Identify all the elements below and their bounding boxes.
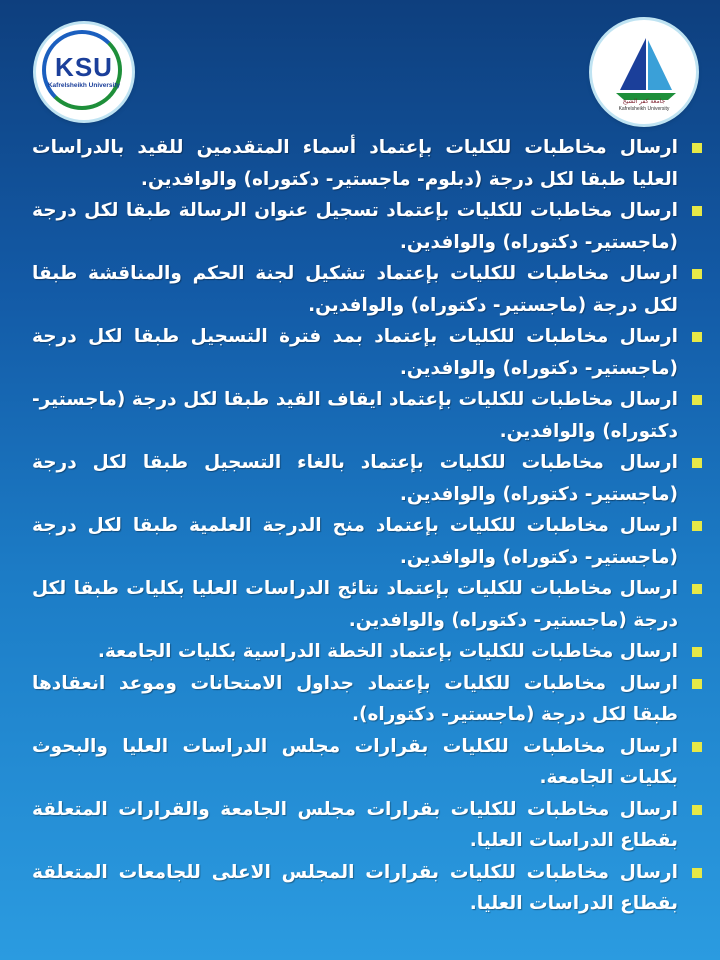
square-bullet-icon — [692, 805, 702, 815]
ksu-logo-subtitle: Kafrelsheikh University — [47, 82, 121, 89]
square-bullet-icon — [692, 521, 702, 531]
ksu-logo-text: KSU — [55, 52, 113, 82]
list-item — [32, 447, 704, 510]
responsibilities-list — [32, 132, 704, 920]
list-item — [32, 636, 704, 668]
university-name-arabic: جامعة كفر الشيخ — [622, 98, 666, 105]
square-bullet-icon — [692, 742, 702, 752]
list-item — [32, 258, 704, 321]
list-item-text: ارسال مخاطبات للكليات بإعتماد الخطة الدراسية بكليات الجامعة. — [97, 641, 678, 662]
square-bullet-icon — [692, 143, 702, 153]
list-item — [32, 794, 704, 857]
list-item — [32, 384, 704, 447]
list-item — [32, 321, 704, 384]
list-item — [32, 195, 704, 258]
square-bullet-icon — [692, 395, 702, 405]
list-item-text: ارسال مخاطبات للكليات بإعتماد تسجيل عنوان الرسالة طبقا لكل درجة (ماجستير- دكتوراه) والوافدين. — [32, 200, 678, 253]
list-item-text: ارسال مخاطبات للكليات بإعتماد بمد فترة التسجيل طبقا لكل درجة (ماجستير- دكتوراه) والوافدين. — [32, 326, 678, 379]
list-item — [32, 731, 704, 794]
square-bullet-icon — [692, 584, 702, 594]
square-bullet-icon — [692, 458, 702, 468]
list-item — [32, 510, 704, 573]
list-item-text: ارسال مخاطبات للكليات بقرارات مجلس الجامعة والقرارات المتعلقة بقطاع الدراسات العليا. — [32, 798, 678, 851]
list-item — [32, 668, 704, 731]
list-item — [32, 573, 704, 636]
square-bullet-icon — [692, 647, 702, 657]
list-item-text: ارسال مخاطبات للكليات بإعتماد أسماء المتقدمين للقيد بالدراسات العليا طبقا لكل درجة (دبلوم- ماجستير- دكتوراه) والوافدين. — [32, 137, 678, 190]
list-item-text: ارسال مخاطبات للكليات بقرارات المجلس الاعلى للجامعات المتعلقة بقطاع الدراسات العليا. — [32, 861, 678, 914]
square-bullet-icon — [692, 269, 702, 279]
square-bullet-icon — [692, 679, 702, 689]
kafrelsheikh-university-logo — [592, 20, 696, 124]
list-item — [32, 857, 704, 920]
list-item-text: ارسال مخاطبات للكليات بإعتماد بالغاء التسجيل طبقا لكل درجة (ماجستير- دكتوراه) والوافدين. — [32, 452, 678, 505]
square-bullet-icon — [692, 332, 702, 342]
list-item-text: ارسال مخاطبات للكليات بإعتماد تشكيل لجنة الحكم والمناقشة طبقا لكل درجة (ماجستير- دكتوراه) والوافدين. — [32, 263, 678, 316]
university-name-english: Kafrelsheikh University — [618, 106, 670, 112]
list-item-text: ارسال مخاطبات للكليات بقرارات مجلس الدراسات العليا والبحوث بكليات الجامعة. — [32, 735, 678, 788]
list-item — [32, 132, 704, 195]
square-bullet-icon — [692, 206, 702, 216]
list-item-text: ارسال مخاطبات للكليات بإعتماد جداول الامتحانات وموعد انعقادها طبقا لكل درجة (ماجستير- دكتوراه). — [32, 672, 678, 725]
ksu-logo — [36, 24, 132, 120]
list-item-text: ارسال مخاطبات للكليات بإعتماد نتائج الدراسات العليا بكليات طبقا لكل درجة (ماجستير- دكتوراه) والوافدين. — [32, 578, 678, 631]
list-item-text: ارسال مخاطبات للكليات بإعتماد ايقاف القيد طبقا لكل درجة (ماجستير- دكتوراه) والوافدين. — [32, 389, 678, 442]
square-bullet-icon — [692, 868, 702, 878]
list-item-text: ارسال مخاطبات للكليات بإعتماد منح الدرجة العلمية طبقا لكل درجة (ماجستير- دكتوراه) والوافدين. — [32, 515, 678, 568]
